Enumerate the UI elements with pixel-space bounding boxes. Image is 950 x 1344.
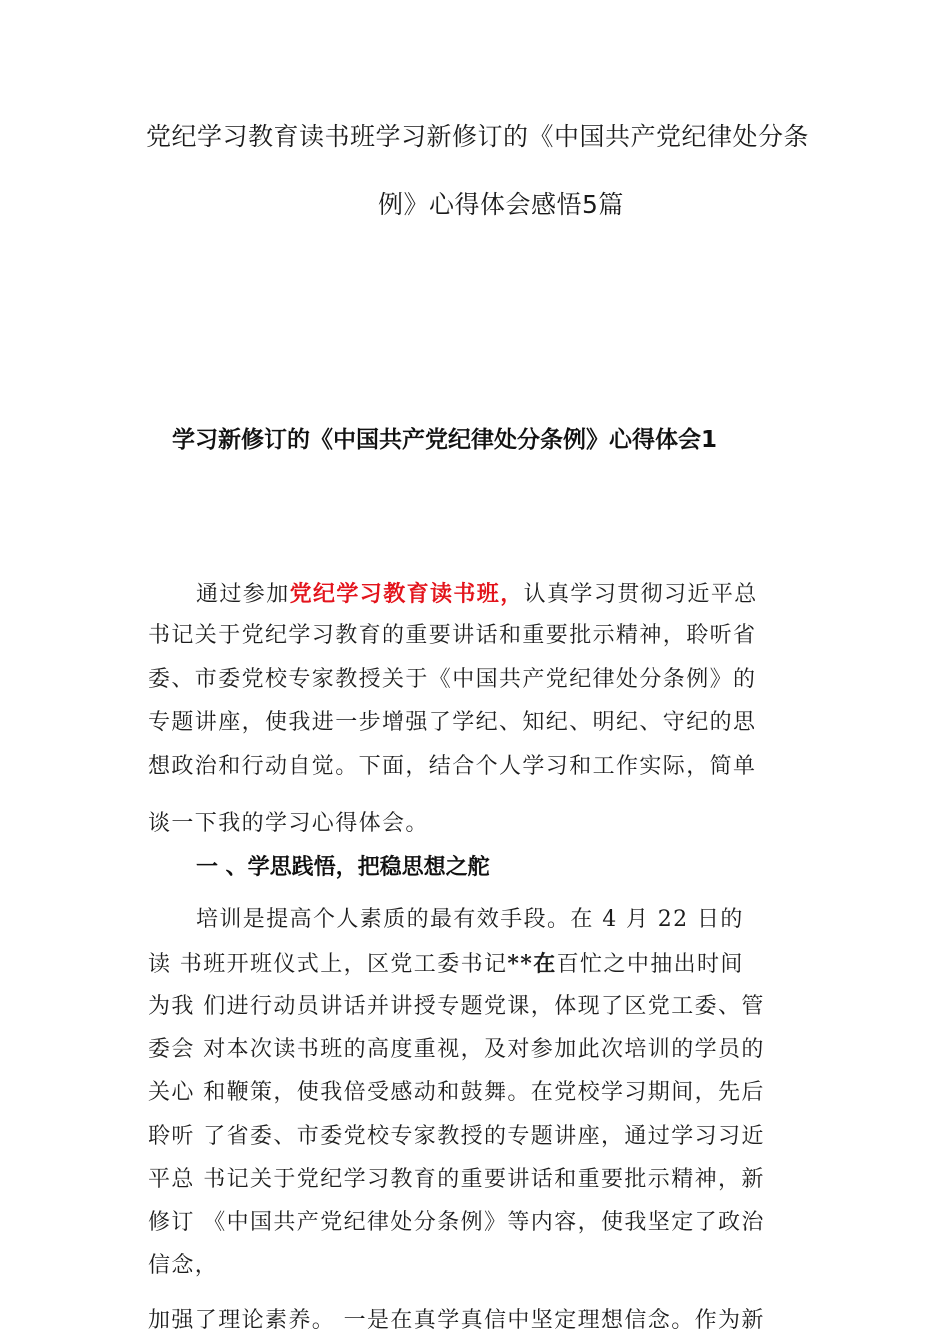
paragraph-2-line-7: 平总 书记关于党纪学习教育的重要讲话和重要批示精神，新	[148, 1167, 765, 1192]
paragraph-2-line-10: 加强了理论素养。 一是在真学真信中坚定理想信念。作为新	[148, 1308, 765, 1333]
paragraph-2-line-2	[148, 948, 810, 981]
p2-line2-post: 百忙之中抽出时间	[556, 952, 744, 977]
paragraph-1-line-6: 谈一下我的学习心得体会。	[148, 811, 429, 836]
paragraph-2-line-3: 为我 们进行动员讲话并讲授专题党课，体现了区党工委、管	[148, 994, 765, 1019]
paragraph-1-line-2: 书记关于党纪学习教育的重要讲话和重要批示精神，聆听省	[148, 623, 757, 648]
p1-line1-pre: 通过参加	[196, 582, 290, 607]
paragraph-1-line-5: 想政治和行动自觉。下面，结合个人学习和工作实际，简单	[148, 754, 757, 779]
paragraph-2-line-1: 培训是提高个人素质的最有效手段。在 4 月 22 日的	[196, 907, 744, 932]
p2-line2-bold: **在	[507, 951, 557, 977]
paragraph-1-line-1	[196, 578, 810, 611]
document-title-line-2: 例》心得体会感悟5篇	[378, 190, 624, 219]
paragraph-2-line-8: 修订 《中国共产党纪律处分条例》等内容，使我坚定了政治	[148, 1210, 765, 1235]
paragraph-2-line-9: 信念，	[148, 1253, 219, 1278]
paragraph-2-line-5: 关心 和鞭策，使我倍受感动和鼓舞。在党校学习期间，先后	[148, 1080, 765, 1105]
highlight-text: 党纪学习教育读书班，	[289, 581, 524, 607]
p1-line1-post: 认真学习贯彻习近平总	[523, 582, 758, 607]
paragraph-2-line-6: 聆听 了省委、市委党校专家教授的专题讲座，通过学习习近	[148, 1124, 765, 1149]
paragraph-1-line-4: 专题讲座，使我进一步增强了学纪、知纪、明纪、守纪的思	[148, 710, 757, 735]
paragraph-2-line-4: 委会 对本次读书班的高度重视，及对参加此次培训的学员的	[148, 1037, 765, 1062]
document-title-line-1: 党纪学习教育读书班学习新修订的《中国共产党纪律处分条	[146, 122, 810, 151]
section-title: 学习新修订的《中国共产党纪律处分条例》心得体会1	[172, 427, 718, 453]
subheading-1: 一 、学思践悟，把稳思想之舵	[196, 855, 490, 880]
paragraph-1-line-3: 委、市委党校专家教授关于《中国共产党纪律处分条例》的	[148, 667, 757, 692]
p2-line2-pre: 读 书班开班仪式上，区党工委书记	[148, 952, 508, 977]
